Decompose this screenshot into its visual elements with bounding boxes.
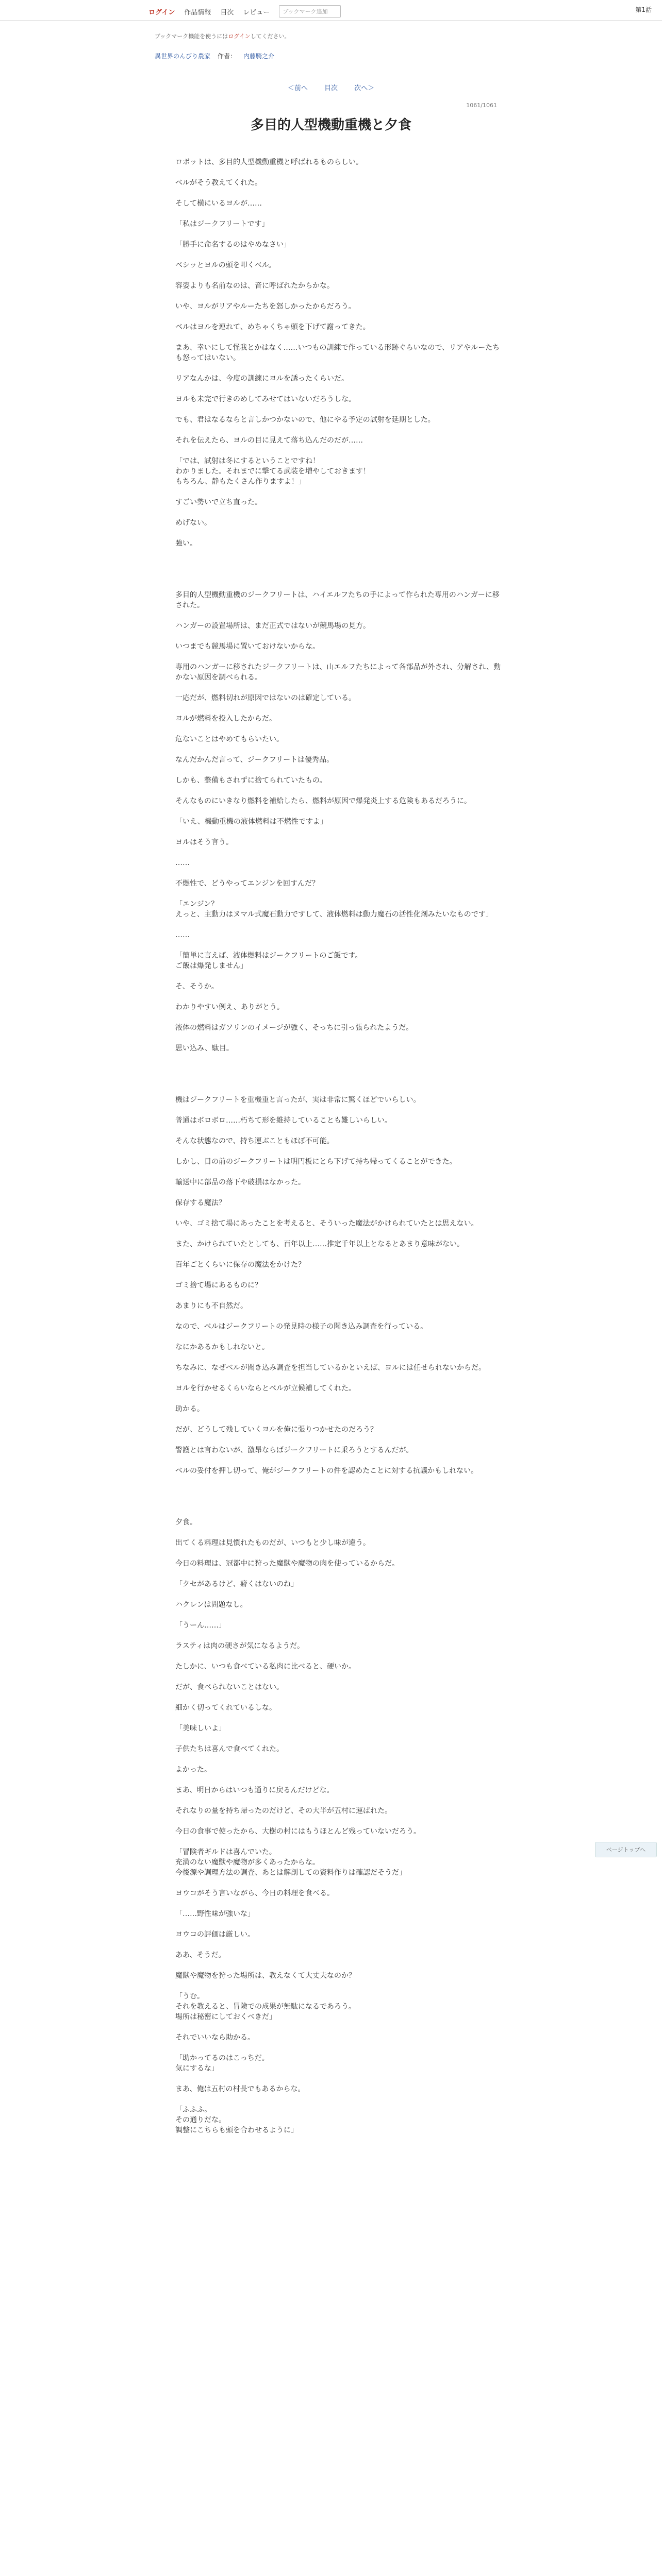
novel-paragraph: 今日の食事で使ったから、大樹の村にはもうほとんど残っていないだろう。 <box>175 1827 421 1836</box>
novel-paragraph: 「勝手に命名するのはやめなさい」 <box>175 241 291 249</box>
novel-paragraph: 多目的人型機動重機のジークフリートは、ハイエルフたちの手によって作られた専用のハンガーに移された。 <box>175 591 500 609</box>
novel-paragraph: 警護とは言わないが、激昂ならばジークフリートに乗ろうとするんだが。 <box>175 1446 413 1454</box>
novel-paragraph: …… <box>175 859 190 867</box>
bookmark-notice <box>155 32 290 40</box>
breadcrumb-author-link[interactable]: 内藤騎之介 <box>243 53 275 60</box>
notice-prefix: ブックマーク機能を使うには <box>155 33 228 40</box>
novel-paragraph: だが、どうして残していくヨルを俺に張りつかせたのだろう？ <box>175 1426 377 1434</box>
novel-paragraph: わかりやすい例え、ありがとう。 <box>175 1003 284 1011</box>
novel-paragraph: 「私はジークフリートです」 <box>175 220 269 228</box>
novel-paragraph: 出てくる料理は見慣れたものだが、いつもと少し味が違う。 <box>175 1539 370 1547</box>
novel-paragraph: たしかに、いつも食べている私肉に比べると、硬いか。 <box>175 1663 356 1671</box>
novel-paragraph: 危ないことはやめてもらいたい。 <box>175 735 284 743</box>
novel-paragraph: だが、食べられないことはない。 <box>175 1683 284 1691</box>
novel-paragraph: ヨルも未完で行きのめしてみせてはいないだろうしな。 <box>175 395 356 403</box>
chapter-title: 多目的人型機動重機と夕食 <box>250 117 411 133</box>
prev-chapter-link[interactable]: ＜前へ <box>287 84 308 92</box>
nav-review-link[interactable]: レビュー <box>243 8 270 16</box>
next-chapter-link[interactable]: 次へ＞ <box>354 84 375 92</box>
novel-paragraph: ああ、そうだ。 <box>175 1951 226 1959</box>
novel-paragraph: ヨルを行かせるくらいならとベルが立候補してくれた。 <box>175 1384 356 1393</box>
novel-paragraph: 「美味しいよ」 <box>175 1724 226 1733</box>
novel-paragraph: 保存する魔法？ <box>175 1199 226 1207</box>
novel-paragraph: ちなみに、なぜベルが聞き込み調査を担当しているかといえば、ヨルには任せられないからだ。 <box>175 1364 486 1372</box>
novel-paragraph: そんな状態なので、持ち運ぶこともほぼ不可能。 <box>175 1137 334 1145</box>
novel-paragraph: なにかあるかもしれないと。 <box>175 1343 269 1351</box>
chapter-indicator[interactable]: 第1話 <box>635 6 652 13</box>
novel-paragraph: 今日の料理は、冠都中に狩った魔獣や魔物の肉を使っているからだ。 <box>175 1560 399 1568</box>
novel-paragraph: ベルの妥付を押し切って、俺がジークフリートの件を認めたことに対する抗議かもしれない。 <box>175 1467 478 1475</box>
novel-paragraph: 細かく切ってくれているしな。 <box>175 1704 276 1712</box>
novel-paragraph <box>175 559 505 569</box>
novel-paragraph: 「助かってるのはこっちだ。 気にするな」 <box>175 2054 269 2073</box>
novel-paragraph: まあ、俺は五村の村長でもあるからな。 <box>175 2085 305 2093</box>
novel-paragraph: いや、ヨルがリアやルーたちを怒しかったからだろう。 <box>175 302 356 311</box>
novel-paragraph <box>175 1064 505 1074</box>
notice-suffix: してください。 <box>250 33 290 40</box>
novel-paragraph: 機はジークフリートを重機重と言ったが、実は非常に驚くほどでいらしい。 <box>175 1096 421 1104</box>
novel-paragraph: 「ふふふ。 その通りだな。 調整にこちらも頭を合わせるように」 <box>175 2106 298 2134</box>
novel-paragraph: 「冒険者ギルドは喜んでいた。 充満のない魔獣や魔物が多くあったからな。 今後源や調理方法の調査、あとは解剖しての資料作りは確認だそうだ」 <box>175 1848 406 1877</box>
novel-paragraph: 「簡単に言えば、液体燃料はジークフリートのご飯です。 ご飯は爆発しません」 <box>175 952 362 970</box>
novel-paragraph: ヨルはそう言う。 <box>175 838 233 846</box>
novel-paragraph: …… <box>175 931 190 939</box>
nav-menu <box>148 5 341 18</box>
novel-paragraph: 百年ごとくらいに保存の魔法をかけた？ <box>175 1261 305 1269</box>
novel-paragraph: いや、ゴミ捨て場にあったことを考えると、そういった魔法がかけられていたとは思えない。 <box>175 1219 478 1228</box>
novel-paragraph: 容姿よりも名前なのは、音に呼ばれたからかな。 <box>175 282 334 290</box>
novel-paragraph: 助かる。 <box>175 1405 204 1413</box>
novel-paragraph: 輸送中に部品の落下や破損はなかった。 <box>175 1178 305 1187</box>
novel-paragraph: 強い。 <box>175 539 197 548</box>
toc-link[interactable]: 目次 <box>324 84 338 92</box>
novel-paragraph: すごい勢いで立ち直った。 <box>175 498 262 506</box>
novel-paragraph: それなりの量を持ち帰ったのだけど、その大半が五村に運ばれた。 <box>175 1807 392 1815</box>
novel-paragraph: 子供たちは喜んで食べてくれた。 <box>175 1745 284 1753</box>
novel-paragraph: 「では、試射は冬にするということですね！ わかりました。それまでに撃てる武装を増やしておきます！ もちろん、静もたくさん作りますよ！」 <box>175 457 370 486</box>
novel-paragraph: ベルがそう教えてくれた。 <box>175 179 262 187</box>
novel-paragraph: そんなものにいきなり燃料を補給したら、燃料が原因で爆発炎上する危険もあるだろうに。 <box>175 797 471 805</box>
novel-paragraph: ゴミ捨て場にあるものに？ <box>175 1281 262 1290</box>
novel-paragraph: しかも、整備もされずに捨てられていたもの。 <box>175 776 327 785</box>
chapter-pager <box>0 82 662 92</box>
novel-paragraph: そ、そうか。 <box>175 982 219 991</box>
novel-paragraph: 「クセがあるけど、癖くはないのね」 <box>175 1580 298 1588</box>
novel-paragraph: 魔獣や魔物を狩った場所は、教えなくて大丈夫なのか？ <box>175 1972 356 1980</box>
novel-paragraph: 夕食。 <box>175 1518 197 1527</box>
novel-paragraph: 不燃性で、どうやってエンジンを回すんだ？ <box>175 879 320 888</box>
novel-paragraph: ヨウコがそう言いながら、今日の料理を食べる。 <box>175 1889 334 1897</box>
novel-paragraph: 「うむ。 それを教えると、冒険での成果が無駄になるであろう。 場所は秘密にしておくべきだ」 <box>175 1992 356 2021</box>
top-navigation-bar <box>0 0 662 21</box>
novel-paragraph: ハンガーの設置場所は、まだ正式ではないが競馬場の見方。 <box>175 622 370 630</box>
nav-login-link[interactable]: ログイン <box>148 8 175 16</box>
novel-paragraph: 「……野性味が強いな」 <box>175 1910 255 1918</box>
novel-paragraph: 普通はボロボロ……朽ちて形を維持していることも難しいらしい。 <box>175 1116 392 1125</box>
novel-paragraph: ベシッとヨルの頭を叩くベル。 <box>175 261 276 269</box>
nav-toc-link[interactable]: 目次 <box>220 8 234 16</box>
novel-body <box>175 157 505 2146</box>
novel-paragraph: いつまでも競馬場に置いておけないからな。 <box>175 642 320 651</box>
novel-paragraph: ラスティは肉の硬さが気になるようだ。 <box>175 1642 305 1650</box>
novel-paragraph: ハクレンは問題なし。 <box>175 1601 247 1609</box>
novel-paragraph <box>175 1486 505 1497</box>
page-top-button[interactable]: ページトップへ <box>595 1842 657 1857</box>
novel-paragraph: それでいいなら助かる。 <box>175 2033 255 2042</box>
nav-work-info-link[interactable]: 作品情報 <box>184 8 211 16</box>
novel-paragraph: しかし、目の前のジークフリートは明円板にとら下げて持ち帰ってくることができた。 <box>175 1158 457 1166</box>
novel-paragraph: 「うーん……」 <box>175 1621 226 1630</box>
novel-paragraph: ロボットは、多目的人型機動重機と呼ばれるものらしい。 <box>175 158 363 166</box>
novel-paragraph: まあ、幸いにして怪我とかはなく……いつもの訓練で作っている形跡ぐらいなので、リアやルーたちも怒ってはいない。 <box>175 344 500 362</box>
novel-paragraph: なんだかんだ言って、ジークフリートは優秀品。 <box>175 756 334 764</box>
novel-paragraph: 「いえ、機動重機の液体燃料は不燃性ですよ」 <box>175 818 327 826</box>
novel-paragraph: また、かけられていたとしても、百年以上……推定千年以上となるとあまり意味がない。 <box>175 1240 464 1248</box>
novel-paragraph: 一応だが、燃料切れが原因ではないのは確定している。 <box>175 694 356 702</box>
novel-paragraph: 専用のハンガーに移されたジークフリートは、山エルフたちによって各部品が外され、分解され、動かない原因を調べられる。 <box>175 663 501 682</box>
novel-paragraph: ヨルが燃料を投入したからだ。 <box>175 715 276 723</box>
novel-paragraph: ヨウコの評価は厳しい。 <box>175 1930 255 1939</box>
notice-login-link[interactable]: ログイン <box>228 33 251 40</box>
breadcrumb <box>155 52 274 60</box>
bookmark-add-box[interactable]: ブックマーク追加 <box>279 5 341 18</box>
novel-paragraph: まあ、明日からはいつも通りに戻るんだけどな。 <box>175 1786 334 1794</box>
novel-paragraph: そして横にいるヨルが…… <box>175 199 262 208</box>
novel-paragraph: リアなんかは、今度の訓練にヨルを誘ったくらいだ。 <box>175 375 349 383</box>
novel-paragraph: 思い込み、駄目。 <box>175 1044 234 1053</box>
breadcrumb-author-label: 作者： <box>218 53 237 60</box>
novel-paragraph: ベルはヨルを連れて、めちゃくちゃ頭を下げて謝ってきた。 <box>175 323 370 331</box>
novel-paragraph: よかった。 <box>175 1766 211 1774</box>
novel-paragraph: それを伝えたら、ヨルの目に見えて落ち込んだのだが…… <box>175 436 363 445</box>
chapter-number: 1061/1061 <box>466 102 497 109</box>
novel-paragraph: でも、君はなるならと言しかつかないので、他にやる予定の試射を延期とした。 <box>175 416 435 424</box>
novel-paragraph: あまりにも不自然だ。 <box>175 1302 247 1310</box>
novel-paragraph: 液体の燃料はガソリンのイメージが強く、そっちに引っ張られたようだ。 <box>175 1024 413 1032</box>
novel-paragraph: めげない。 <box>175 519 211 527</box>
breadcrumb-work-link[interactable]: 異世界のんびり農家 <box>155 53 211 60</box>
novel-paragraph: なので、ベルはジークフリートの発見時の様子の聞き込み調査を行っている。 <box>175 1323 428 1331</box>
novel-paragraph: 「エンジン？ えっと、主動力はヌマル式魔石動力ですして、液体燃料は動力魔石の活性化剤みたいなものです」 <box>175 900 493 919</box>
